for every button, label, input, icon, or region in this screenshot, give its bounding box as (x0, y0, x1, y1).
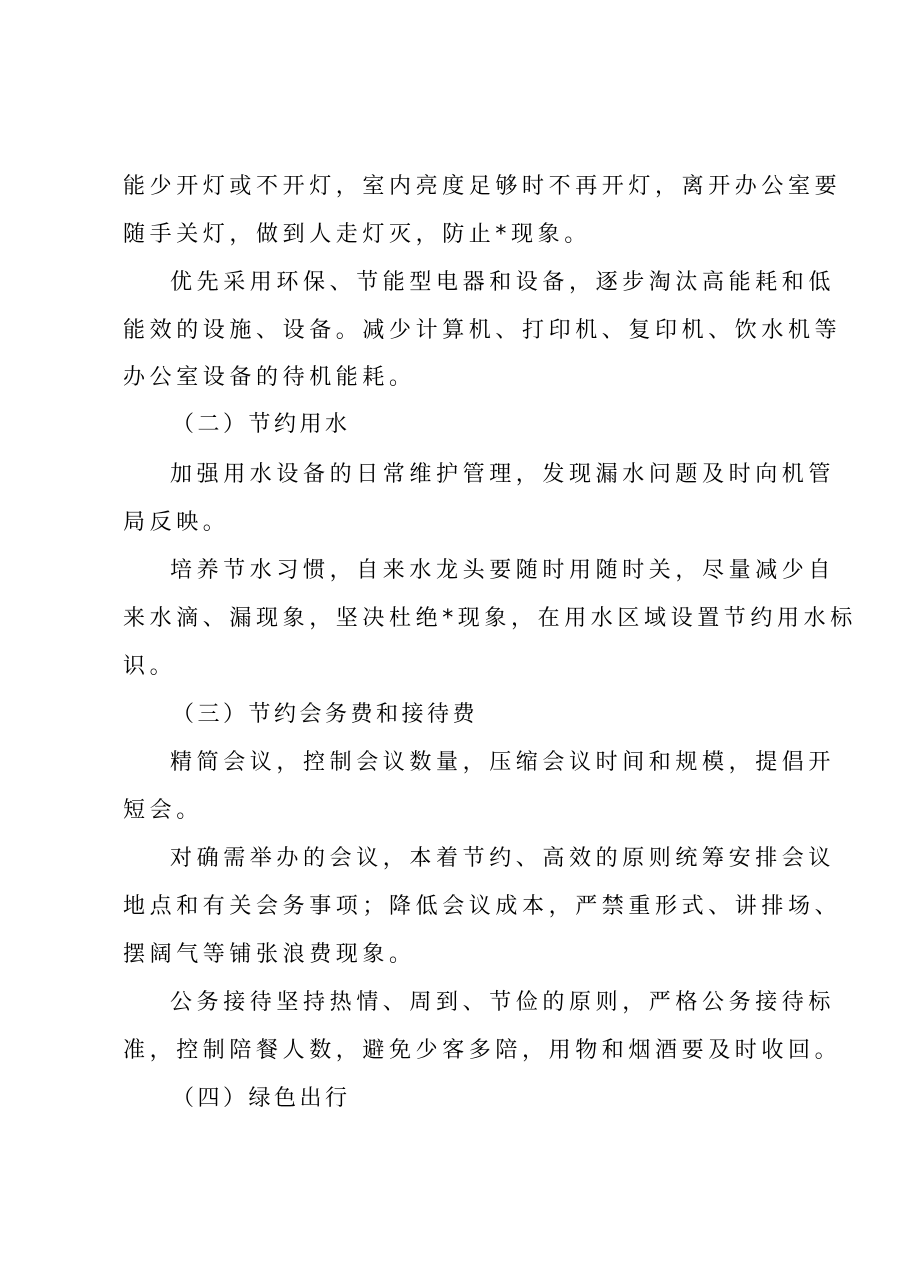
paragraph-line: 准，控制陪餐人数，避免少客多陪，用物和烟酒要及时收回。 (123, 1038, 842, 1063)
paragraph-line: 培养节水习惯，自来水龙头要随时用随时关，尽量减少自 (170, 558, 836, 583)
paragraph-line: 摆阔气等铺张浪费现象。 (123, 942, 416, 967)
section-heading-2: （二）节约用水 (172, 412, 351, 437)
paragraph-line: 来水滴、漏现象，坚决杜绝*现象，在用水区域设置节约用水标 (123, 606, 857, 631)
paragraph-line: 能效的设施、设备。减少计算机、打印机、复印机、饮水机等 (123, 318, 842, 343)
section-heading-3: （三）节约会务费和接待费 (172, 702, 479, 727)
paragraph-line: 公务接待坚持热情、周到、节俭的原则，严格公务接待标 (170, 990, 836, 1015)
paragraph-line: 局反映。 (123, 510, 230, 535)
paragraph-line: 随手关灯，做到人走灯灭，防止*现象。 (123, 222, 591, 247)
paragraph-line: 办公室设备的待机能耗。 (123, 365, 416, 390)
paragraph-line: 优先采用环保、节能型电器和设备，逐步淘汰高能耗和低 (170, 270, 836, 295)
paragraph-line: 能少开灯或不开灯，室内亮度足够时不再开灯，离开办公室要 (123, 174, 842, 199)
paragraph-line: 加强用水设备的日常维护管理，发现漏水问题及时向机管 (170, 462, 836, 487)
paragraph-line: 对确需举办的会议，本着节约、高效的原则统筹安排会议 (170, 846, 836, 871)
paragraph-line: 地点和有关会务事项；降低会议成本，严禁重形式、讲排场、 (123, 894, 842, 919)
paragraph-line: 精简会议，控制会议数量，压缩会议时间和规模，提倡开 (170, 750, 836, 775)
paragraph-line: 短会。 (123, 798, 203, 823)
section-heading-4: （四）绿色出行 (172, 1086, 351, 1111)
paragraph-line: 识。 (123, 654, 177, 679)
